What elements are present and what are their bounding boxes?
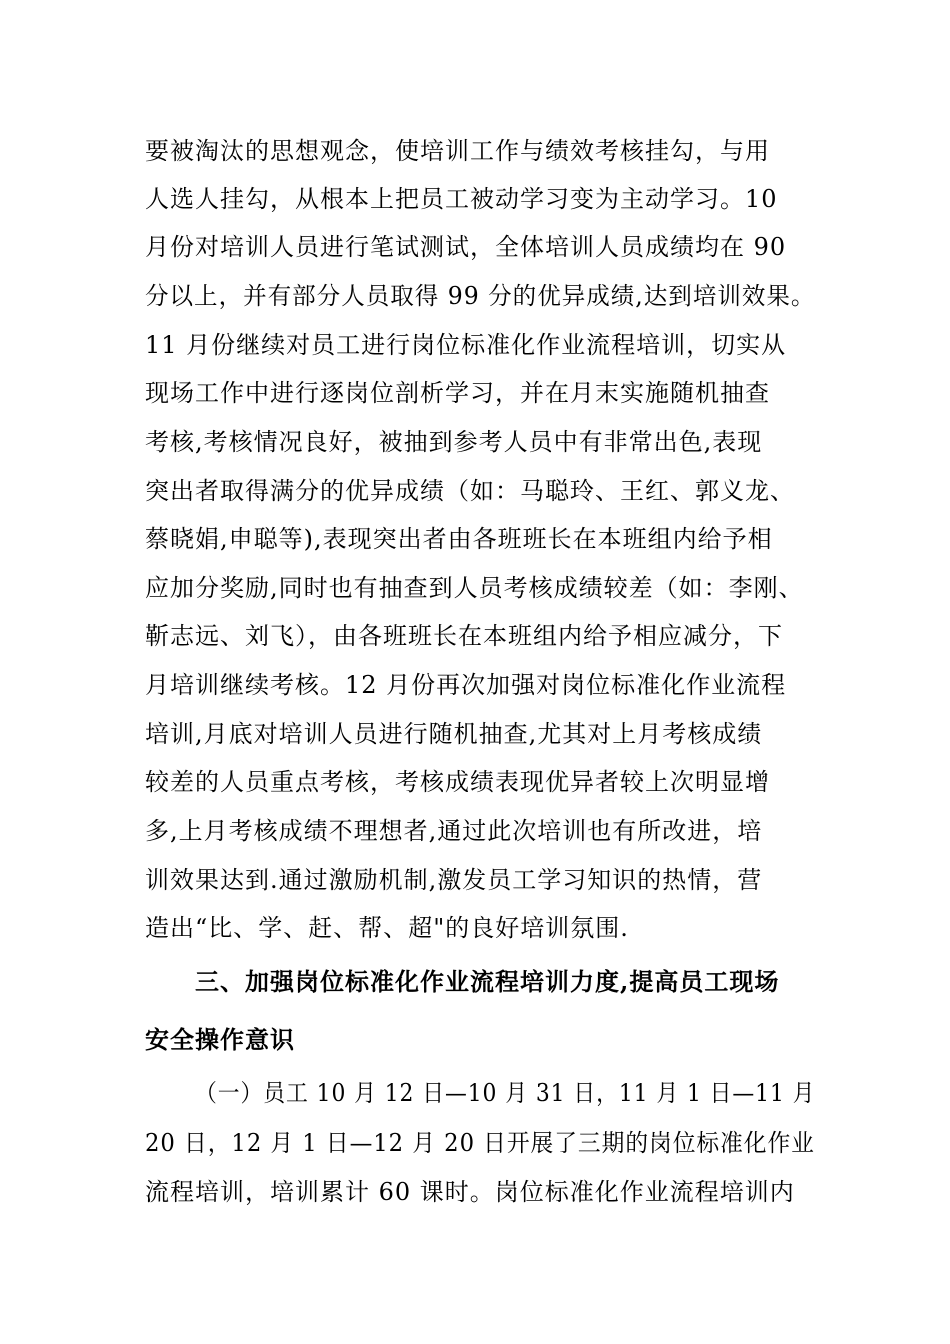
text-line: 多,上月考核成绩不理想者,通过此次培训也有所改进，培 (145, 817, 763, 845)
text-line: 突出者取得满分的优异成绩（如：马聪玲、王红、郭义龙、 (145, 477, 795, 505)
text-line: （一）员工 10 月 12 日—10 月 31 日，11 月 1 日—11 月 (195, 1079, 816, 1107)
heading-line: 安全操作意识 (145, 1025, 295, 1054)
text-line: 考核,考核情况良好，被抽到参考人员中有非常出色,表现 (145, 428, 763, 456)
heading-line: 三、加强岗位标准化作业流程培训力度,提高员工现场 (195, 967, 780, 996)
text-line: 训效果达到.通过激励机制,激发员工学习知识的热情，营 (145, 866, 763, 894)
text-line: 分以上，并有部分人员取得 99 分的优异成绩,达到培训效果。 (145, 282, 816, 310)
text-line: 要被淘汰的思想观念，使培训工作与绩效考核挂勾，与用 (145, 137, 770, 165)
text-line: 应加分奖励,同时也有抽查到人员考核成绩较差（如：李刚、 (145, 574, 804, 602)
text-line: 月份对培训人员进行笔试测试，全体培训人员成绩均在 90 (145, 233, 787, 261)
text-line: 11 月份继续对员工进行岗位标准化作业流程培训，切实从 (145, 331, 787, 359)
text-line: 蔡晓娟,申聪等),表现突出者由各班班长在本班组内给予相 (145, 525, 773, 553)
text-line: 培训,月底对培训人员进行随机抽查,尤其对上月考核成绩 (145, 720, 763, 748)
text-line: 现场工作中进行逐岗位剖析学习，并在月末实施随机抽查 (145, 379, 770, 407)
text-line: 月培训继续考核。12 月份再次加强对岗位标准化作业流程 (145, 671, 787, 699)
text-line: 人选人挂勾，从根本上把员工被动学习变为主动学习。10 (145, 185, 778, 213)
text-line: 靳志远、刘飞），由各班班长在本班组内给予相应减分，下 (145, 622, 783, 650)
text-line: 较差的人员重点考核，考核成绩表现优异者较上次明显增 (145, 768, 770, 796)
text-line: 造出“比、学、赶、帮、超"的良好培训氛围. (145, 914, 629, 942)
text-line: 20 日，12 月 1 日—12 月 20 日开展了三期的岗位标准化作业 (145, 1129, 815, 1157)
text-line: 流程培训，培训累计 60 课时。岗位标准化作业流程培训内 (145, 1178, 795, 1206)
